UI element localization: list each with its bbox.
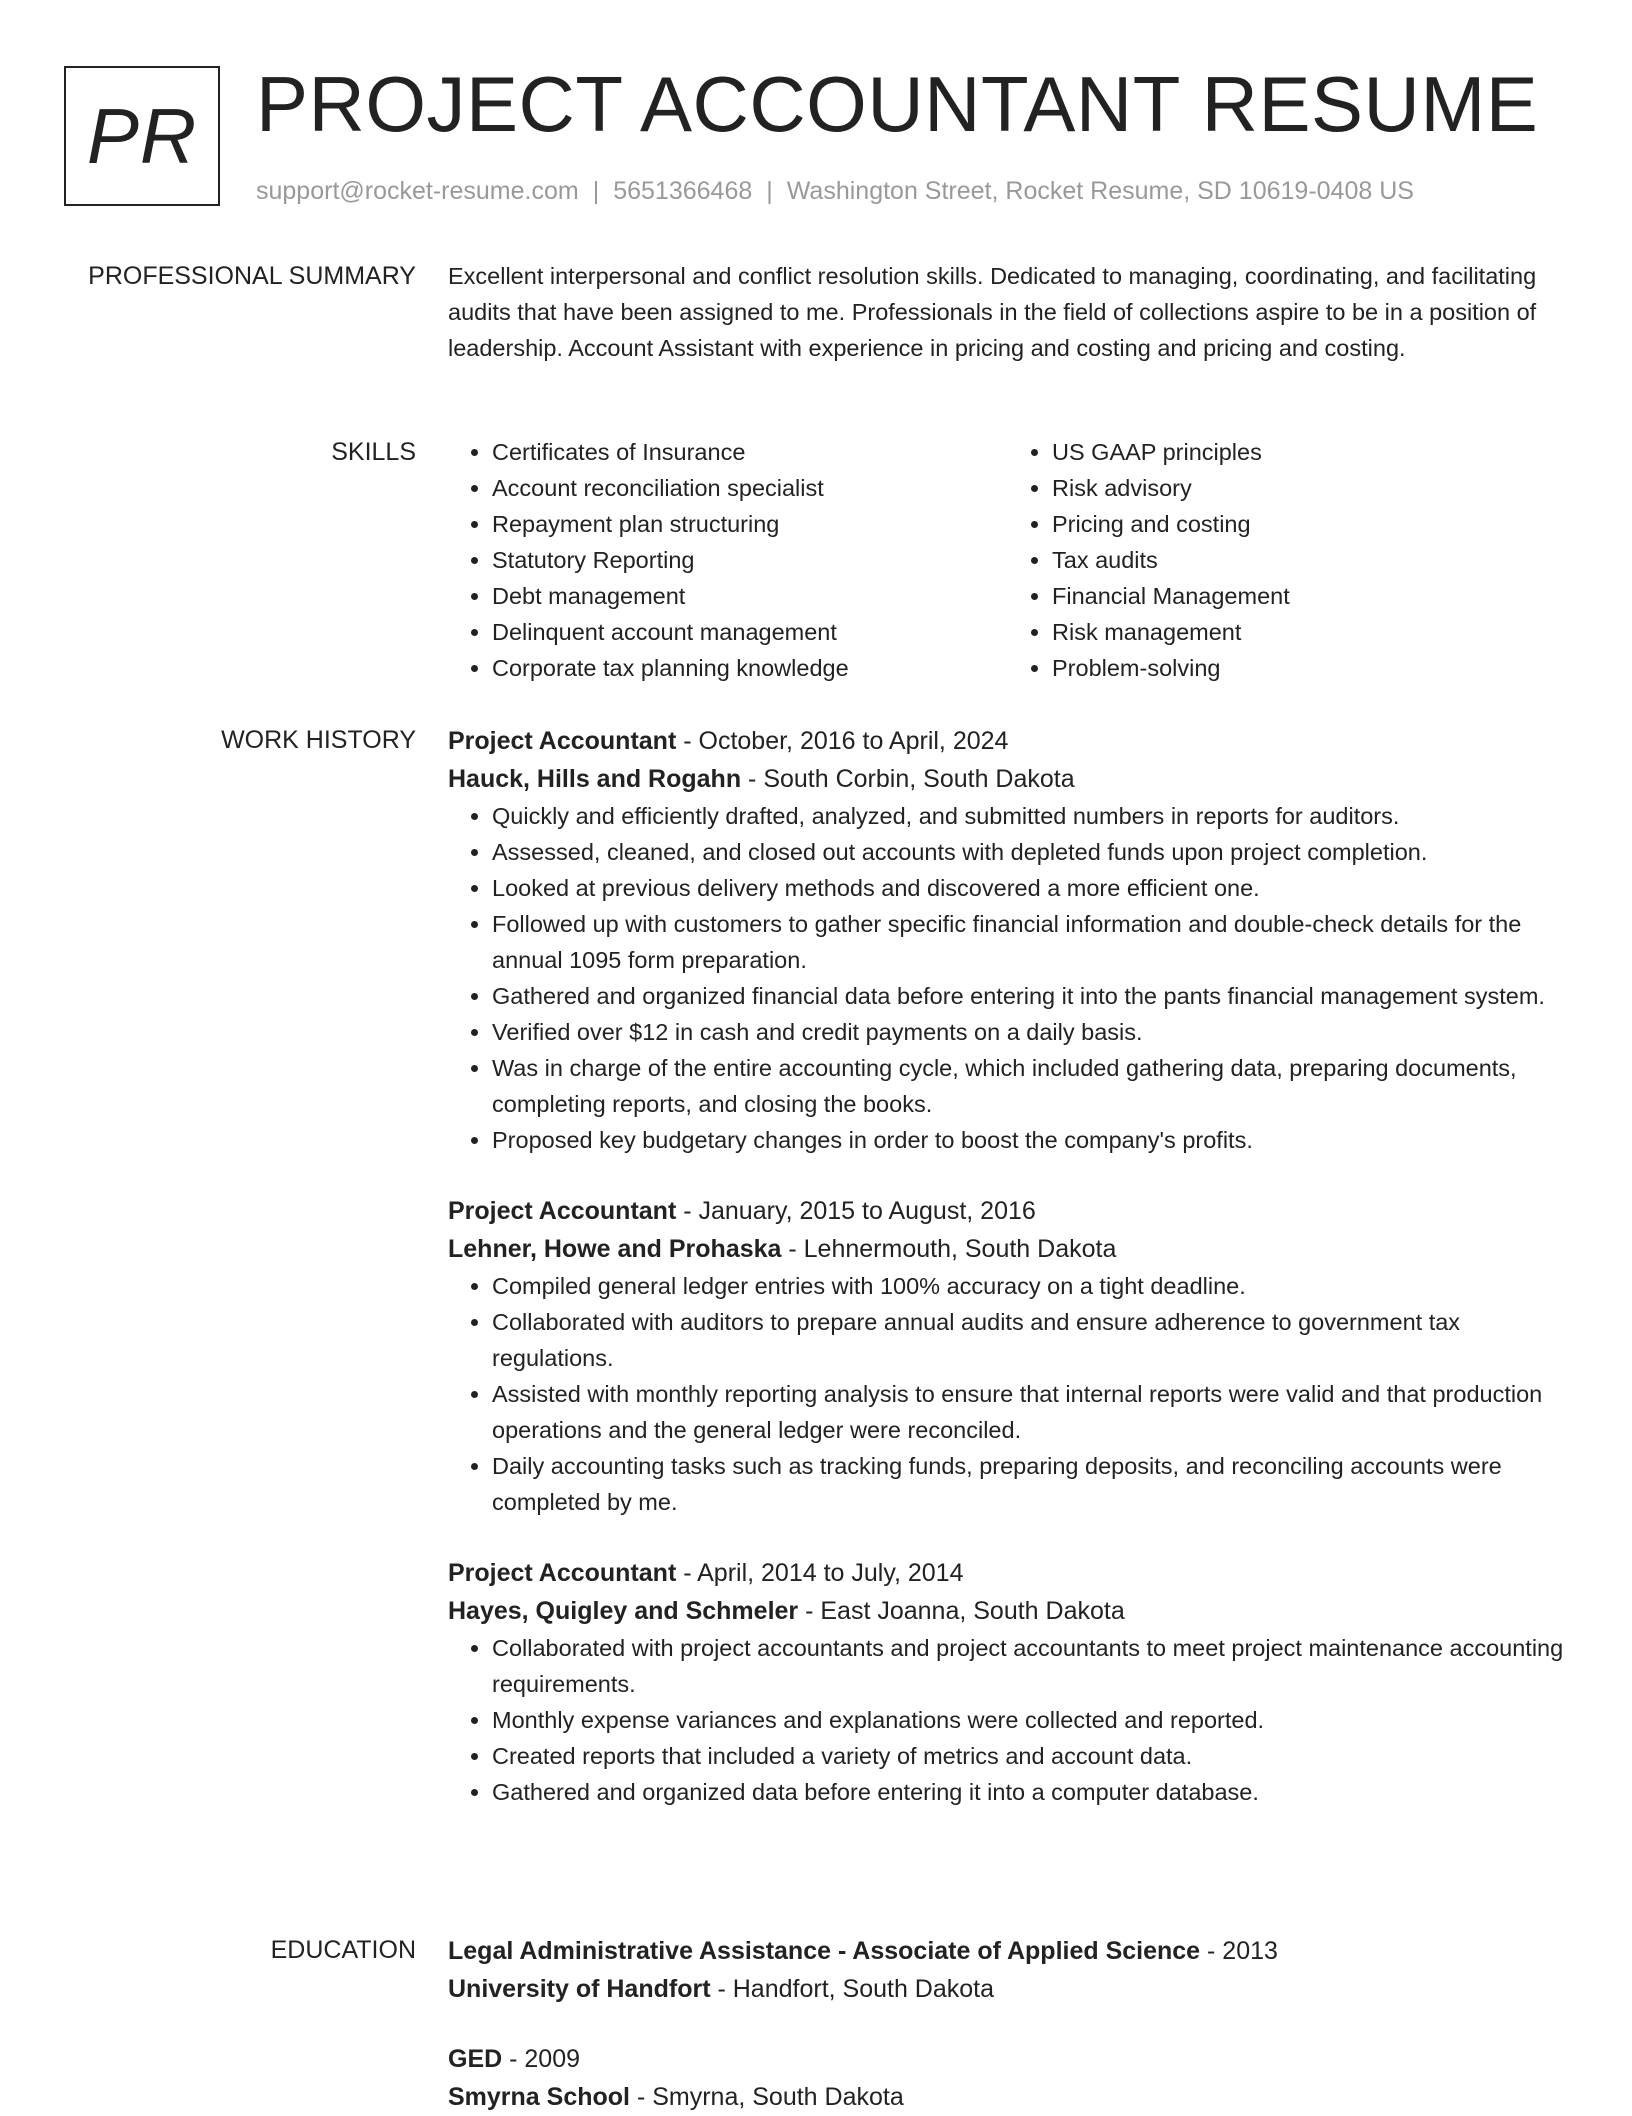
skill-item: • Delinquent account management <box>492 614 1008 650</box>
skill-item: • Repayment plan structuring <box>492 506 1008 542</box>
job-duties-list <box>448 1268 1568 1520</box>
job-duty: • Verified over $12 in cash and credit payments on a daily basis. <box>492 1014 1568 1050</box>
job-company-line <box>448 1230 1568 1268</box>
job-duty: • Proposed key budgetary changes in order to boost the company's profits. <box>492 1122 1568 1158</box>
job-title: Project Accountant <box>448 1559 677 1587</box>
job-company: Lehner, Howe and Prohaska <box>448 1235 782 1263</box>
address: Washington Street, Rocket Resume, SD 10619-0408 US <box>786 177 1414 205</box>
skills-list-left <box>448 434 1008 686</box>
job-duty: • Quickly and efficiently drafted, analyzed, and submitted numbers in reports for auditors. <box>492 798 1568 834</box>
school-name: University of Handfort <box>448 1975 711 2003</box>
job-location: - Lehnermouth, South Dakota <box>781 1235 1117 1263</box>
section-label-summary: PROFESSIONAL SUMMARY <box>88 262 416 290</box>
school-name: Smyrna School <box>448 2083 630 2111</box>
skill-item: • Statutory Reporting <box>492 542 1008 578</box>
skill-item: • Pricing and costing <box>1052 506 1568 542</box>
section-label-education: EDUCATION <box>270 1936 416 1964</box>
job-duty: • Collaborated with project accountants and project accountants to meet project maintenance accounting requirements. <box>492 1630 1568 1702</box>
job-title-line <box>448 1192 1568 1230</box>
job-company: Hayes, Quigley and Schmeler <box>448 1597 799 1625</box>
job-duty: • Created reports that included a variety of metrics and account data. <box>492 1738 1568 1774</box>
skill-item: • Certificates of Insurance <box>492 434 1008 470</box>
job-duty: • Followed up with customers to gather specific financial information and double-check details for the annual 1095 form preparation. <box>492 906 1568 978</box>
job-duty: • Daily accounting tasks such as tracking funds, preparing deposits, and reconciling accounts were completed by me. <box>492 1448 1568 1520</box>
email-link[interactable]: support@rocket-resume.com <box>256 177 579 205</box>
phone-number[interactable]: 5651366468 <box>613 177 753 205</box>
school-line <box>448 2078 1568 2116</box>
monogram-logo: PR <box>64 66 220 206</box>
summary-text: Excellent interpersonal and conflict resolution skills. Dedicated to managing, coordinating, and facilitating audits that have been assigned to me. Professionals in the field of collections aspire to be in a position of leadership. Account Assistant with experience in pricing and costing and pricing and costing. <box>448 263 1537 361</box>
job-location: - East Joanna, South Dakota <box>798 1597 1125 1625</box>
degree-name: Legal Administrative Assistance - Associate of Applied Science <box>448 1937 1201 1965</box>
section-label-skills: SKILLS <box>331 438 416 466</box>
contact-separator: | <box>766 177 773 205</box>
education-entry <box>448 1932 1568 2008</box>
job-title: Project Accountant <box>448 727 677 755</box>
contact-line <box>256 174 1414 208</box>
job-duties-list <box>448 798 1568 1158</box>
job-dates: - October, 2016 to April, 2024 <box>676 727 1009 755</box>
job-location: - South Corbin, South Dakota <box>741 765 1075 793</box>
job-duty: • Was in charge of the entire accounting cycle, which included gathering data, preparing documents, completing reports, and closing the books. <box>492 1050 1568 1122</box>
job-duty: • Assisted with monthly reporting analysis to ensure that internal reports were valid and that production operations and the general ledger were reconciled. <box>492 1376 1568 1448</box>
skill-item: • Corporate tax planning knowledge <box>492 650 1008 686</box>
degree-year: - 2013 <box>1200 1937 1278 1965</box>
job-duty: • Collaborated with auditors to prepare annual audits and ensure adherence to government tax regulations. <box>492 1304 1568 1376</box>
degree-year: - 2009 <box>502 2045 581 2073</box>
degree-name: GED <box>448 2045 503 2073</box>
contact-separator: | <box>592 177 600 205</box>
school-location: - Handfort, South Dakota <box>710 1975 995 2003</box>
job-company: Hauck, Hills and Rogahn <box>448 765 742 793</box>
job-duty: • Looked at previous delivery methods and discovered a more efficient one. <box>492 870 1568 906</box>
degree-line <box>448 2040 1568 2078</box>
resume-title: PROJECT ACCOUNTANT RESUME <box>256 60 1539 148</box>
job-company-line <box>448 760 1568 798</box>
section-label-work-history: WORK HISTORY <box>221 726 416 754</box>
job-entry <box>448 722 1568 1158</box>
education-entry <box>448 2040 1568 2116</box>
skill-item: • Risk advisory <box>1052 470 1568 506</box>
skill-item: • Problem-solving <box>1052 650 1568 686</box>
job-entry <box>448 1554 1568 1810</box>
job-duty: • Compiled general ledger entries with 100% accuracy on a tight deadline. <box>492 1268 1568 1304</box>
job-dates: - April, 2014 to July, 2014 <box>676 1559 964 1587</box>
job-duty: • Assessed, cleaned, and closed out accounts with depleted funds upon project completion. <box>492 834 1568 870</box>
skills-list-right <box>1008 434 1568 686</box>
job-dates: - January, 2015 to August, 2016 <box>676 1197 1036 1225</box>
skill-item: • Debt management <box>492 578 1008 614</box>
job-duty: • Gathered and organized financial data before entering it into the pants financial management system. <box>492 978 1568 1014</box>
skill-item: • Risk management <box>1052 614 1568 650</box>
job-duty: • Gathered and organized data before entering it into a computer database. <box>492 1774 1568 1810</box>
skill-item: • Financial Management <box>1052 578 1568 614</box>
school-location: - Smyrna, South Dakota <box>630 2083 904 2111</box>
job-duty: • Monthly expense variances and explanations were collected and reported. <box>492 1702 1568 1738</box>
job-duties-list <box>448 1630 1568 1810</box>
degree-line <box>448 1932 1568 1970</box>
job-title-line <box>448 1554 1568 1592</box>
job-title-line <box>448 722 1568 760</box>
skill-item: • US GAAP principles <box>1052 434 1568 470</box>
skill-item: • Tax audits <box>1052 542 1568 578</box>
skill-item: • Account reconciliation specialist <box>492 470 1008 506</box>
job-title: Project Accountant <box>448 1197 677 1225</box>
job-company-line <box>448 1592 1568 1630</box>
job-entry <box>448 1192 1568 1520</box>
school-line <box>448 1970 1568 2008</box>
